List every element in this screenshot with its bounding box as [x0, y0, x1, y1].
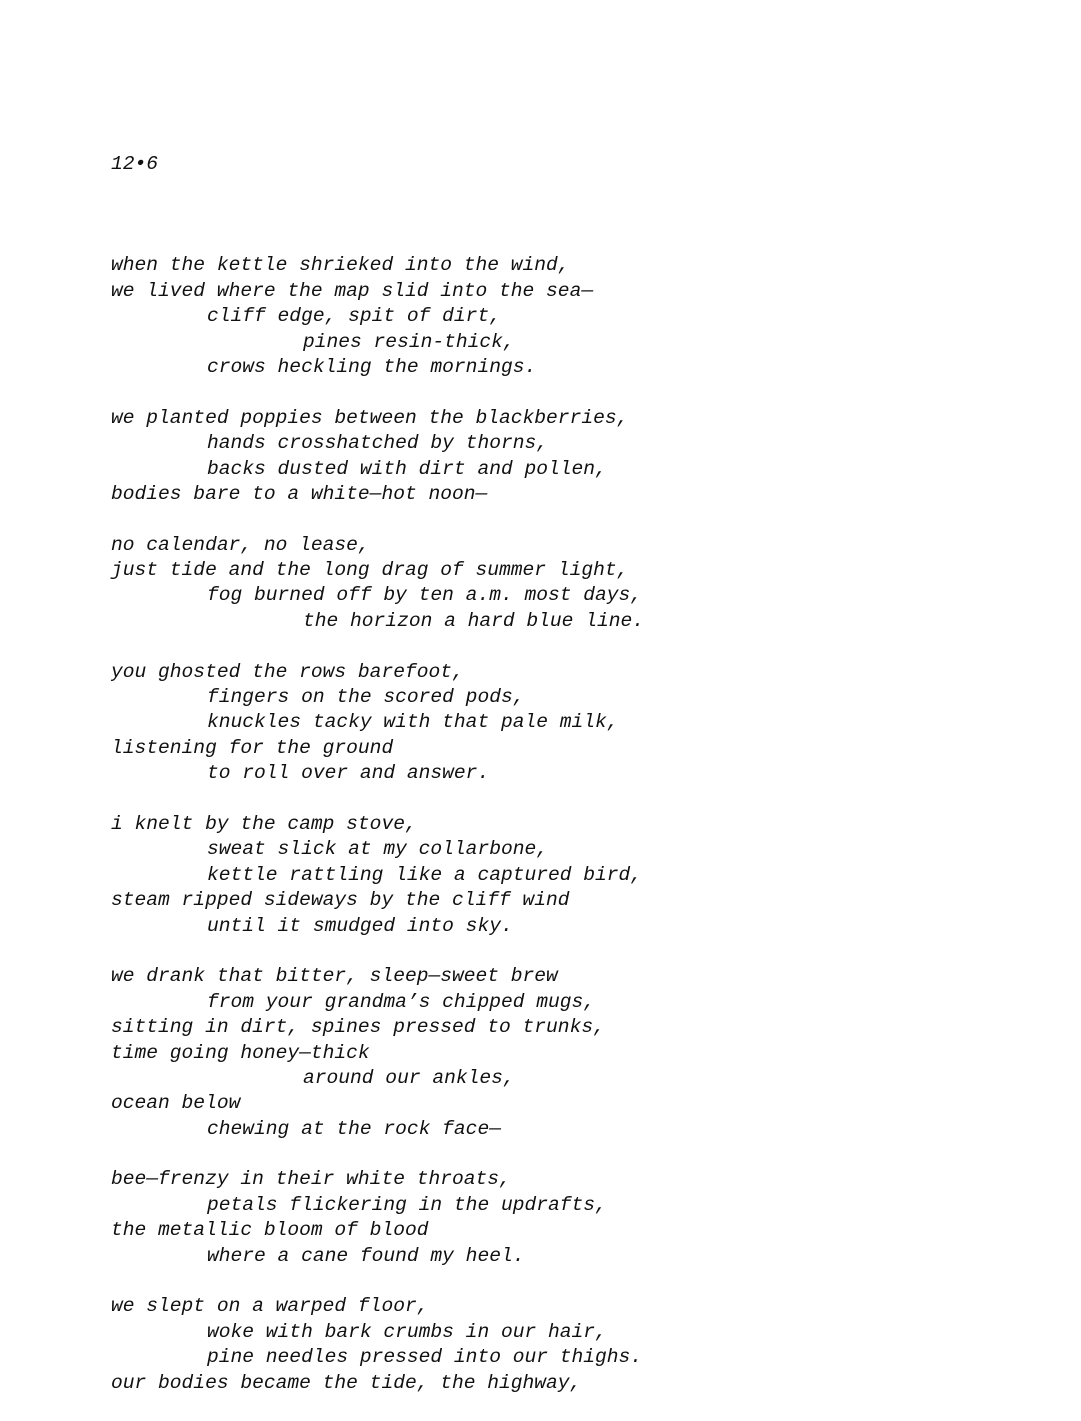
poem-line: we slept on a warped floor, — [111, 1295, 429, 1318]
stanza — [111, 533, 644, 635]
poem-line: from your grandma’s chipped mugs, — [207, 990, 596, 1013]
poem-line: cliff edge, spit of dirt, — [207, 305, 501, 328]
poem-line: pine needles pressed into our thighs. — [207, 1346, 643, 1369]
poem-line: steam ripped sideways by the cliff wind — [111, 889, 570, 912]
poem-body — [111, 253, 644, 1396]
poem-line: pines resin-thick, — [303, 330, 515, 353]
stanza — [111, 1294, 644, 1396]
poem-line: just tide and the long drag of summer light, — [111, 559, 629, 582]
poem-line: i knelt by the camp stove, — [111, 813, 417, 835]
stanza — [111, 812, 644, 939]
poem-line: our bodies became the tide, the highway, — [111, 1371, 582, 1394]
poem-line: fingers on the scored pods, — [207, 686, 525, 709]
poem-line: sitting in dirt, spines pressed to trunks, — [111, 1016, 605, 1039]
poem-line: ocean below — [111, 1092, 241, 1115]
poem-line: sweat slick at my collarbone, — [207, 838, 548, 861]
poem-line: to roll over and answer. — [207, 762, 490, 785]
poem-line: hands crosshatched by thorns, — [207, 432, 548, 455]
poem-title: 12•6 — [111, 152, 159, 175]
poem-line: backs dusted with dirt and pollen, — [207, 457, 607, 480]
poem-line: we drank that bitter, sleep—sweet brew — [111, 965, 558, 988]
poem-line: listening for the ground — [111, 736, 394, 759]
stanza — [111, 660, 644, 787]
poem-line: no calendar, no lease, — [111, 533, 370, 556]
poem-line: when the kettle shrieked into the wind, — [111, 254, 570, 277]
stanza — [111, 964, 644, 1142]
poem-line: time going honey—thick — [111, 1041, 370, 1064]
poem-line: chewing at the rock face— — [207, 1117, 501, 1140]
poem-line: fog burned off by ten a.m. most days, — [207, 584, 643, 607]
poem-line: bee—frenzy in their white throats, — [111, 1168, 511, 1191]
stanza — [111, 1167, 644, 1269]
poem-line: crows heckling the mornings. — [207, 355, 537, 378]
poem-line: bodies bare to a white—hot noon— — [111, 482, 488, 505]
poem-line: until it smudged into sky. — [207, 914, 513, 937]
poem-line: the metallic bloom of blood — [111, 1219, 429, 1242]
poem-line: you ghosted the rows barefoot, — [111, 660, 464, 683]
poem-line: around our ankles, — [303, 1066, 515, 1089]
stanza — [111, 253, 644, 380]
stanza — [111, 406, 644, 508]
poem-line: we planted poppies between the blackberries, — [111, 406, 629, 429]
poem-line: woke with bark crumbs in our hair, — [207, 1320, 607, 1343]
poem-line: petals flickering in the updrafts, — [207, 1193, 607, 1216]
poem-line: we lived where the map slid into the sea— — [111, 279, 594, 302]
poem-line: knuckles tacky with that pale milk, — [207, 711, 619, 734]
poem-line: kettle rattling like a captured bird, — [207, 863, 643, 886]
poem-line: the horizon a hard blue line. — [303, 609, 644, 632]
poem-page — [111, 101, 644, 1421]
poem-line: where a cane found my heel. — [207, 1244, 525, 1267]
